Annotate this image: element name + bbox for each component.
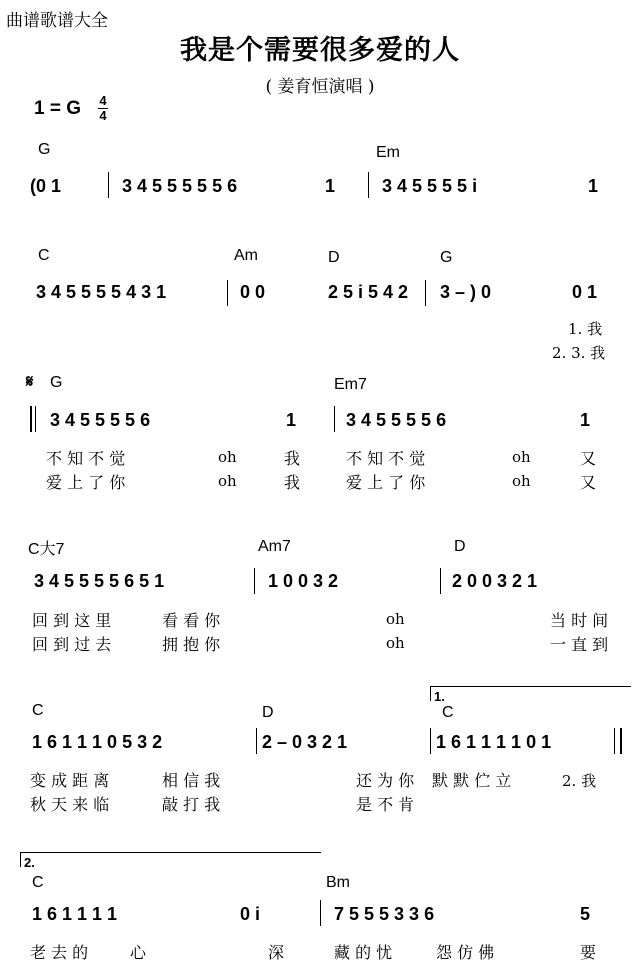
notes: 0 0 [240, 282, 266, 302]
lyric: 爱 上 了 你 [346, 473, 426, 492]
notes: 2 5 i 5 4 2 [328, 282, 409, 302]
chord: G [50, 374, 63, 391]
lyric: oh [386, 610, 405, 628]
lyric: oh [512, 448, 531, 466]
lyric: oh [218, 448, 237, 466]
lyric: 2. 我 [562, 772, 597, 790]
lyric: 要 [580, 943, 597, 962]
lyric: 心 [130, 943, 147, 962]
notes: 3 4 5 5 5 5 6 5 1 [34, 571, 165, 591]
site-label: 曲谱歌谱大全 [6, 11, 108, 31]
notes: 0 1 [572, 282, 598, 302]
chord: C [442, 704, 454, 721]
lyric: oh [512, 472, 531, 490]
lyric: oh [386, 634, 405, 652]
notes: 3 4 5 5 5 5 i [382, 176, 478, 196]
notes: 1 0 0 3 2 [268, 571, 339, 591]
lyric: 回 到 这 里 [32, 611, 112, 630]
notes: 1 [580, 410, 591, 430]
lyric: oh [218, 472, 237, 490]
lyric: 还 为 你 [356, 771, 415, 790]
lyric: 回 到 过 去 [32, 635, 112, 654]
time-signature [98, 94, 108, 123]
lyric: 一 直 到 [550, 635, 609, 654]
meter-bottom: 4 [99, 108, 107, 123]
lyric: 老 去 的 [30, 943, 89, 962]
song-title: 我是个需要很多爱的人 [180, 35, 460, 66]
chord: G [38, 141, 51, 158]
notes: 3 4 5 5 5 5 5 6 [122, 176, 238, 196]
lyric: 不 知 不 觉 [346, 449, 426, 468]
lyric: 1. 我 [568, 320, 603, 338]
chord: Am7 [258, 538, 291, 555]
key-signature: 1 = G [34, 98, 81, 119]
notes: 7 5 5 5 3 3 6 [334, 904, 435, 924]
notes: 2 – 0 3 2 1 [262, 732, 348, 752]
lyric: 我 [284, 449, 301, 468]
lyric: 深 [268, 943, 285, 962]
notes: 3 4 5 5 5 5 4 3 1 [36, 282, 167, 302]
notes: 5 [580, 904, 591, 924]
volta-second-ending: 2. [24, 855, 35, 870]
notes: 1 6 1 1 1 1 [32, 904, 118, 924]
notes: 1 [286, 410, 297, 430]
lyric: 相 信 我 [162, 771, 221, 790]
notes: 1 [325, 176, 336, 196]
lyric: 当 时 间 [550, 611, 609, 630]
lyric: 看 看 你 [162, 611, 221, 630]
lyric: 爱 上 了 你 [46, 473, 126, 492]
chord: C [32, 874, 44, 891]
volta-first-ending: 1. [434, 689, 445, 704]
notes: (0 1 [30, 176, 62, 196]
chord: D [328, 249, 340, 266]
lyric: 我 [284, 473, 301, 492]
lyric: 又 [580, 473, 597, 492]
chord: D [454, 538, 466, 555]
chord: Bm [326, 874, 350, 891]
lyric: 是 不 肯 [356, 795, 415, 814]
meter-top: 4 [99, 93, 107, 108]
chord: Am [234, 247, 258, 264]
lyric: 2. 3. 我 [552, 344, 606, 362]
chord: G [440, 249, 453, 266]
lyric: 藏 的 忧 [334, 943, 393, 962]
lyric: 敲 打 我 [162, 795, 221, 814]
notes: 3 4 5 5 5 5 6 [346, 410, 447, 430]
chord: Em7 [334, 376, 367, 393]
lyric: 又 [580, 449, 597, 468]
notes: 0 i [240, 904, 261, 924]
lyric: 拥 抱 你 [162, 635, 221, 654]
chord: D [262, 704, 274, 721]
notes: 1 6 1 1 1 1 0 1 [436, 732, 552, 752]
lyric: 怨 仿 佛 [436, 943, 495, 962]
lyric: 不 知 不 觉 [46, 449, 126, 468]
notes: 2 0 0 3 2 1 [452, 571, 538, 591]
lyric: 秋 天 来 临 [30, 795, 110, 814]
notes: 3 – ) 0 [440, 282, 492, 302]
lyric: 变 成 距 离 [30, 771, 110, 790]
chord: C [32, 702, 44, 719]
notes: 3 4 5 5 5 5 6 [50, 410, 151, 430]
chord: C大7 [28, 541, 65, 558]
song-subtitle: ( 姜育恒演唱 ) [265, 77, 375, 97]
notes: 1 [588, 176, 599, 196]
chord: C [38, 247, 50, 264]
lyric: 默 默 伫 立 [432, 771, 512, 790]
notes: 1 6 1 1 1 0 5 3 2 [32, 732, 163, 752]
segno-sign: 𝄋 [26, 372, 34, 392]
chord: Em [376, 144, 400, 161]
